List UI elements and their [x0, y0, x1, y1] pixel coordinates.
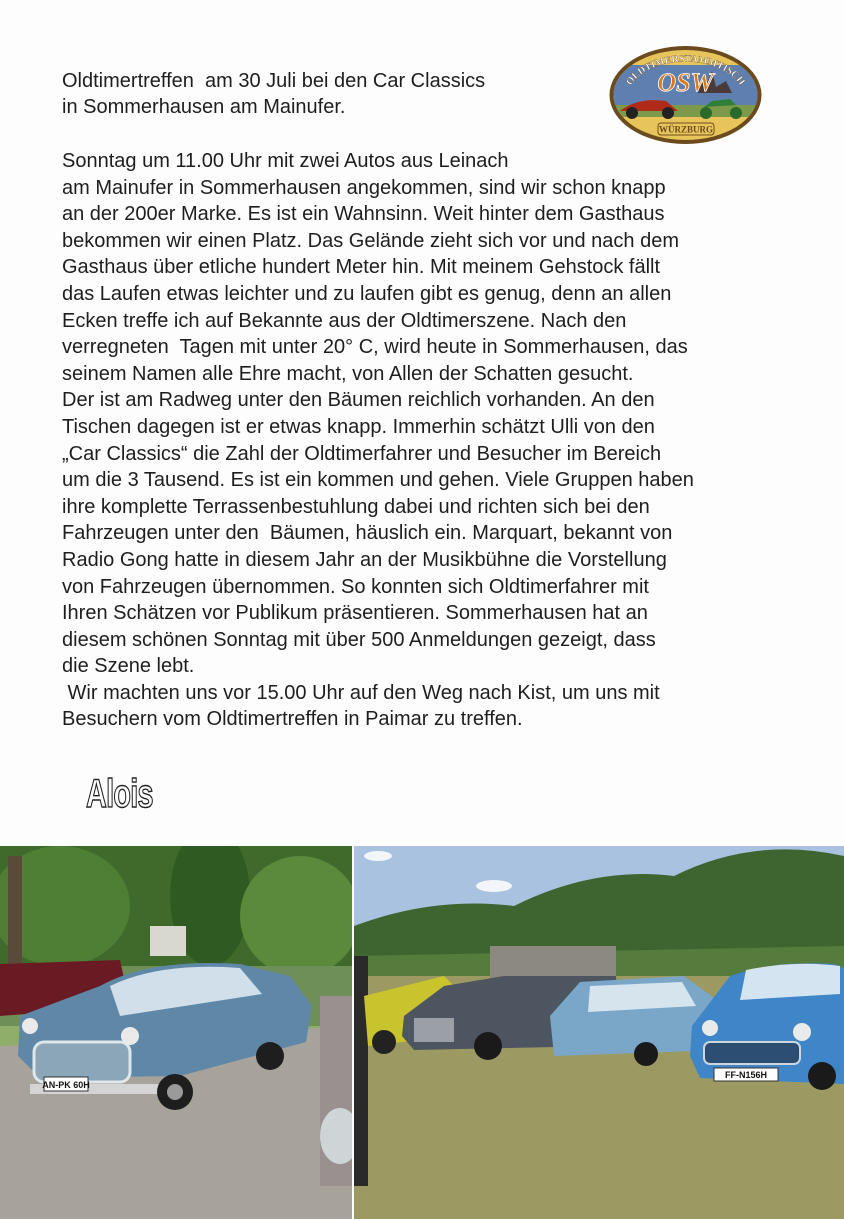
body-line: Gasthaus über etliche hundert Meter hin. Mit meinem Gehstock fällt — [62, 256, 661, 279]
title-line: in Sommerhausen am Mainufer. — [62, 96, 346, 118]
left-license-plate: AN-PK 60H — [42, 1080, 90, 1090]
body-line: am Mainufer in Sommerhausen angekommen, sind wir schon knapp — [62, 176, 666, 199]
right-license-plate: FF-N156H — [724, 1070, 768, 1080]
body-line: seinem Namen alle Ehre macht, von Allen der Schatten gesucht. — [62, 362, 634, 385]
body-line: die Szene lebt. — [62, 655, 195, 678]
oldtimer-row-photo — [354, 846, 844, 1219]
logo-initials: OSW — [657, 68, 714, 97]
body-line: ihre komplette Terrassenbestuhlung dabei und richten sich bei den — [62, 495, 650, 518]
body-line: „Car Classics“ die Zahl der Oldtimerfahrer und Besucher im Bereich — [62, 442, 662, 465]
body-line: Wir machten uns vor 15.00 Uhr auf den Weg nach Kist, um uns mit — [62, 681, 660, 704]
body-line: um die 3 Tausend. Es ist ein kommen und gehen. Viele Gruppen haben — [62, 469, 694, 492]
body-line: Tischen dagegen ist er etwas knapp. Immerhin schätzt Ulli von den — [62, 415, 655, 438]
body-line: Sonntag um 11.00 Uhr mit zwei Autos aus Leinach — [62, 150, 509, 172]
body-line: bekommen wir einen Platz. Das Gelände zieht sich vor und nach dem — [62, 229, 679, 252]
blue-opel-car-photo — [0, 846, 352, 1219]
body-line: Besuchern vom Oldtimertreffen in Paimar zu treffen. — [62, 708, 523, 731]
body-line: das Laufen etwas leichter und zu laufen gibt es genug, denn an allen — [62, 282, 672, 305]
logo-bottom-text: WÜRZBURG — [658, 124, 714, 135]
club-logo-icon — [608, 45, 763, 145]
article-body — [62, 148, 822, 733]
body-line: Ecken treffe ich auf Bekannte aus der Oldtimerszene. Nach den — [62, 309, 627, 332]
body-line: von Fahrzeugen übernommen. So konnten sich Oldtimerfahrer mit — [62, 575, 649, 598]
body-line: Fahrzeugen unter den Bäumen, häuslich ein. Marquart, bekannt von — [62, 522, 673, 545]
body-line: Der ist am Radweg unter den Bäumen reichlich vorhanden. An den — [62, 389, 655, 412]
author-signature: Alois — [86, 772, 153, 816]
body-line: Ihren Schätzen vor Publikum präsentieren. Sommerhausen hat an — [62, 602, 648, 625]
title-line: Oldtimertreffen am 30 Juli bei den Car Classics — [62, 70, 486, 92]
body-line: an der 200er Marke. Es ist ein Wahnsinn. Weit hinter dem Gasthaus — [62, 203, 665, 226]
article-title — [62, 68, 602, 120]
body-line: Radio Gong hatte in diesem Jahr an der Musikbühne die Vorstellung — [62, 548, 667, 571]
body-line: diesem schönen Sonntag mit über 500 Anmeldungen gezeigt, dass — [62, 628, 656, 651]
logo-top-text: OLDTIMERSTAMMTISCH — [624, 53, 747, 88]
body-line: verregneten Tagen mit unter 20° C, wird heute in Sommerhausen, das — [62, 336, 688, 359]
